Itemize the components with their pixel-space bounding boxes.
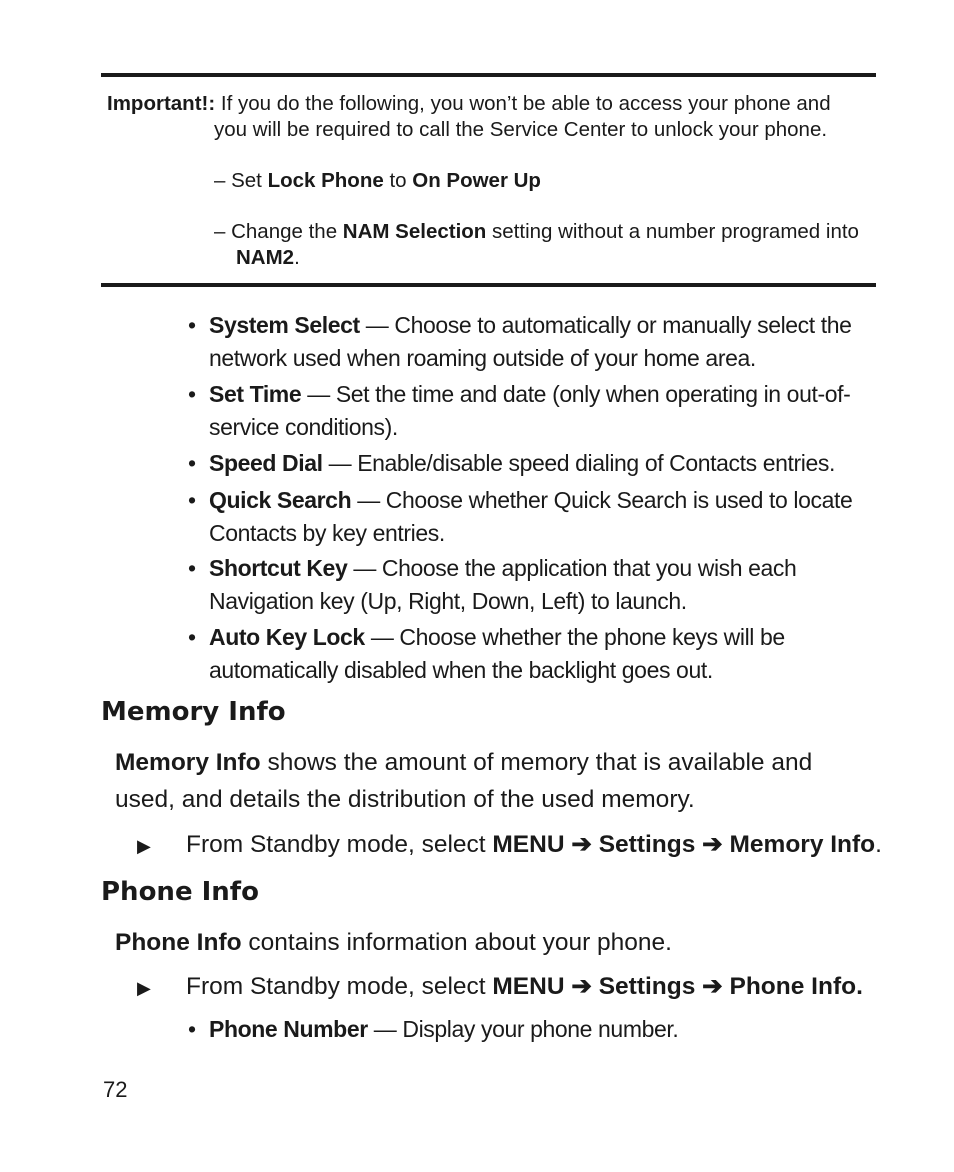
bullet-icon: • — [188, 381, 196, 407]
list-item: • Speed Dial — Enable/disable speed dialing of Contacts entries. — [188, 447, 877, 480]
bullet-icon: • — [188, 450, 196, 476]
list-item: • Auto Key Lock — Choose whether the phone keys will be automatically disabled when the backlight goes out. — [188, 621, 877, 687]
list-item: • Set Time — Set the time and date (only when operating in out-of-service conditions). — [188, 378, 877, 444]
bottom-rule — [101, 283, 876, 287]
top-rule — [101, 73, 876, 77]
phone-info-heading: Phone Info — [101, 877, 259, 907]
step-arrow-icon: ▶ — [137, 836, 151, 856]
important-line-2: you will be required to call the Service Center to unlock your phone. — [214, 118, 828, 141]
bullet-icon: • — [188, 624, 196, 650]
list-item: • Quick Search — Choose whether Quick Search is used to locate Contacts by key entries. — [188, 484, 877, 550]
important-label: Important!: — [107, 92, 216, 115]
list-item: • Phone Number — Display your phone number. — [188, 1013, 877, 1046]
important-item-nam2: NAM2. — [236, 246, 300, 269]
bullet-icon: • — [188, 555, 196, 581]
important-item-lock-phone: – Set Lock Phone to On Power Up — [214, 169, 541, 192]
bullet-icon: • — [188, 1016, 196, 1042]
memory-info-heading: Memory Info — [101, 697, 286, 727]
important-item-nam-selection: – Change the NAM Selection setting without a number programed into — [214, 220, 859, 243]
phone-info-description: Phone Info contains information about your phone. — [115, 929, 672, 956]
bullet-icon: • — [188, 312, 196, 338]
list-item: • Shortcut Key — Choose the application that you wish each Navigation key (Up, Right, Down, Left) to launch. — [188, 552, 877, 618]
page-number: 72 — [103, 1077, 128, 1102]
important-line-1: If you do the following, you won’t be able to access your phone and — [220, 92, 831, 115]
step-arrow-icon: ▶ — [137, 978, 151, 998]
memory-info-description: Memory Info shows the amount of memory that is available and used, and details the distribution of the used memory. — [115, 749, 813, 813]
list-item: • System Select — Choose to automatically or manually select the network used when roaming outside of your home area. — [188, 309, 877, 375]
bullet-icon: • — [188, 487, 196, 513]
